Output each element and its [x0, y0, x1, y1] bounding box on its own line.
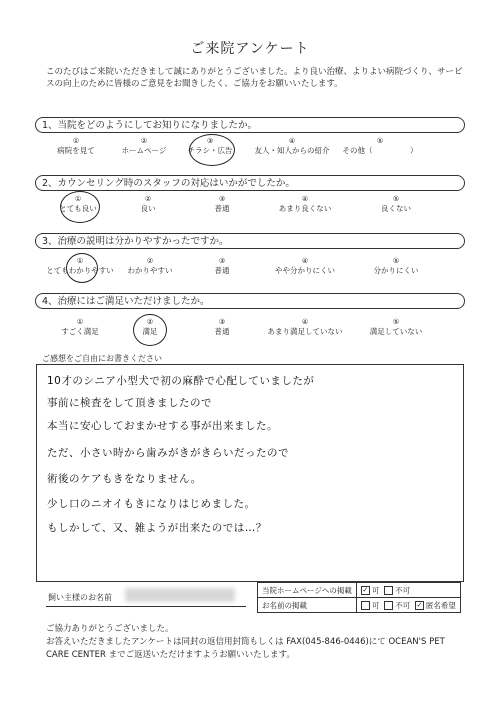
- feedback-line: 術後のケアもきをなりません。: [47, 473, 202, 485]
- q4-selection-circle: [133, 314, 167, 346]
- feedback-line: 事前に検査をして頂きましたので: [47, 397, 212, 409]
- question-1-label: 1、当院をどのようにしてお知りになりましたか。: [35, 117, 465, 133]
- checkbox-website-no[interactable]: [384, 586, 393, 595]
- q1-option-5[interactable]: ⑤ その他（ ）: [342, 137, 418, 155]
- q3-option-3[interactable]: ③ 普通: [214, 257, 230, 275]
- question-2-options: [0, 195, 500, 223]
- checkbox-name-no[interactable]: [384, 601, 393, 610]
- q1-option-3[interactable]: ③ チラシ・広告: [187, 137, 233, 155]
- q1-option-4[interactable]: ④ 友人・知人からの紹介: [254, 137, 330, 155]
- question-4-label: 4、治療にはご満足いただけましたか。: [35, 293, 465, 309]
- consent-website-options: ✓ 可 不可: [356, 583, 460, 598]
- feedback-line: 少し口のニオイもきになりはじめました。: [47, 498, 256, 510]
- question-2-label: 2、カウンセリング時のスタッフの対応はいかがでしたか。: [35, 175, 465, 191]
- q4-option-4[interactable]: ④ あまり満足していない: [267, 318, 343, 336]
- q3-option-5[interactable]: ⑤ 分かりにくい: [373, 257, 419, 275]
- q1-selection-circle: [189, 134, 235, 166]
- q2-option-5[interactable]: ⑤ 良くない: [381, 195, 411, 213]
- thanks-text: ご協力ありがとうございました。: [46, 624, 174, 634]
- feedback-box[interactable]: [36, 364, 464, 582]
- checkbox-website-yes[interactable]: ✓: [362, 586, 369, 594]
- q3-option-1[interactable]: ① とてもわかりやすい: [46, 257, 114, 275]
- q4-option-3[interactable]: ③ 普通: [214, 318, 230, 336]
- owner-name-underline: [46, 606, 246, 607]
- feedback-line: もしかして、又、雑ようが出来たのでは…？: [47, 522, 267, 534]
- question-3-label: 3、治療の説明は分かりやすかったですか。: [35, 233, 465, 249]
- q2-option-4[interactable]: ④ あまり良くない: [278, 195, 332, 213]
- consent-name-label: お名前の掲載: [258, 598, 357, 613]
- q3-option-4[interactable]: ④ やや分かりにくい: [275, 257, 335, 275]
- question-3-options: [0, 257, 500, 285]
- consent-name-options: 可 不可 ✓ 匿名希望: [356, 598, 460, 613]
- q1-option-2[interactable]: ② ホームページ: [121, 137, 167, 155]
- q2-option-1[interactable]: ① とても良い: [59, 195, 97, 213]
- feedback-line: 10才のシニア小型犬で初の麻酔で心配していましたが: [47, 375, 315, 387]
- q4-option-2[interactable]: ② 満足: [142, 318, 158, 336]
- return-instructions: お答えいただきましたアンケートは同封の返信用封筒もしくは FAX(045-846-0446)にて OCEAN'S PET CARE CENTER までご返送いただけますようお願いいたします。: [46, 637, 445, 660]
- q3-option-2[interactable]: ② わかりやすい: [127, 257, 173, 275]
- page-title: ご来院アンケート: [190, 41, 310, 57]
- consent-website-label: 当院ホームページへの掲載: [258, 583, 357, 598]
- feedback-line: ただ、小さい時から歯みがきがきらいだったので: [47, 447, 289, 459]
- q2-selection-circle: [60, 191, 100, 223]
- feedback-label: ご感想をご自由にお書きください: [42, 354, 162, 363]
- question-4-options: [0, 318, 500, 346]
- consent-table: [257, 582, 461, 613]
- question-1-options: [0, 137, 500, 165]
- q2-option-3[interactable]: ③ 普通: [214, 195, 230, 213]
- owner-name-label: 飼い主様のお名前: [48, 593, 112, 602]
- q4-option-5[interactable]: ⑤ 満足していない: [369, 318, 423, 336]
- owner-name-redacted: [125, 588, 235, 602]
- checkbox-name-anonymous[interactable]: ✓: [416, 601, 423, 609]
- intro-text: このたびはご来院いただきまして誠にありがとうございました。より良い治療、よりよい病院づくり、サービスの向上のために皆様のご意見をお聞きしたく、ご協力をお願いいたします。: [46, 67, 463, 89]
- checkbox-name-yes[interactable]: [361, 601, 370, 610]
- q3-selection-circle: [66, 253, 98, 283]
- q1-option-1[interactable]: ① 病院を見て: [57, 137, 95, 155]
- q2-option-2[interactable]: ② 良い: [140, 195, 156, 213]
- q4-option-1[interactable]: ① すごく満足: [61, 318, 99, 336]
- feedback-line: 本当に安心しておまかせする事が出来ました。: [47, 420, 278, 432]
